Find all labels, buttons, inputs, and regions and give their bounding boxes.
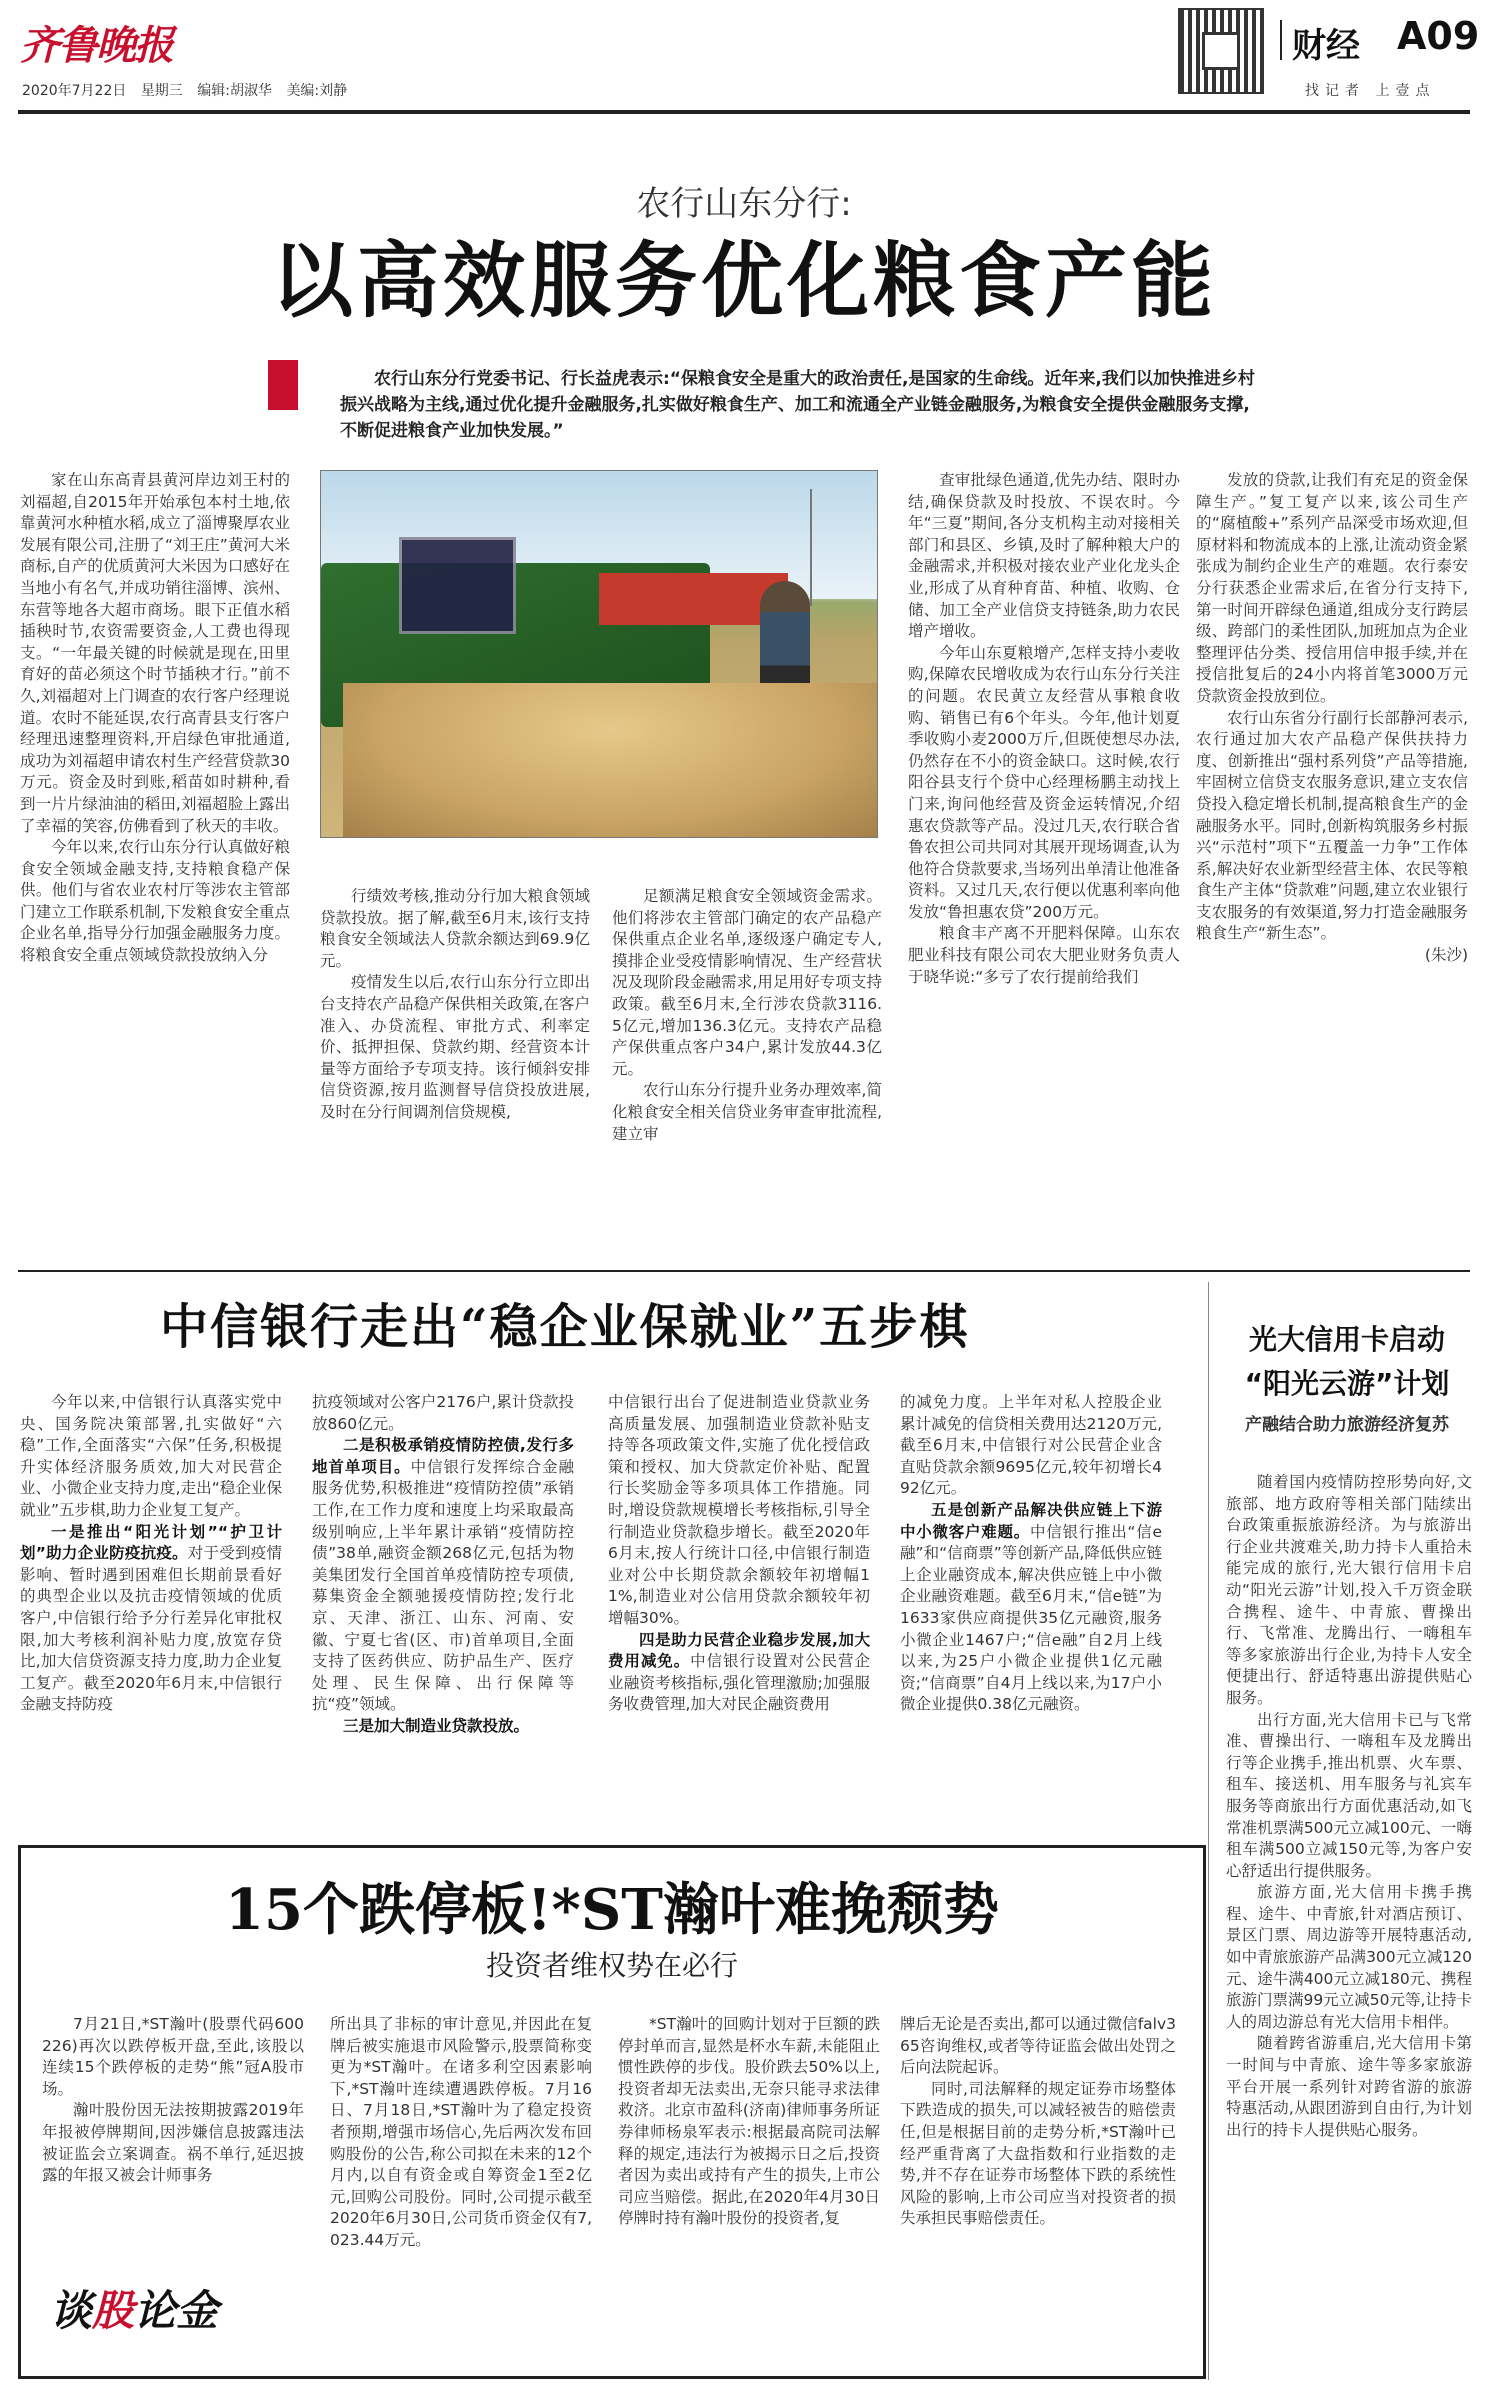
paragraph: 行绩效考核,推动分行加大粮食领域贷款投放。据了解,截至6月末,该行支持粮食安全领域法人贷款余额达到69.9亿元。: [320, 887, 590, 970]
article3-body: [1226, 1472, 1472, 2141]
paragraph: 所出具了非标的审计意见,并因此在复牌后被实施退市风险警示,股票简称变更为*ST瀚叶。在诸多利空因素影响下,*ST瀚叶连续遭遇跌停板。7月16日、7月18日,*ST瀚叶为了稳定投资者预期,增强市场信心,先后两次发布回购股份的公告,称公司拟在未来的12个月内,以自有资金或自筹资金1至2亿元,回购公司股份。同时,公司提示截至2020年6月30日,公司货币资金仅有7,023.44万元。: [330, 2015, 592, 2249]
paragraph: 查审批绿色通道,优先办结、限时办结,确保贷款及时投放、不误农时。今年“三夏”期间,各分支机构主动对接相关部门和县区、乡镇,及时了解种粮大户的金融需求,并积极对接农业产业化龙头企业,形成了从育种育苗、种植、收购、仓储、加工全产业信贷支持链条,助力农民增产增收。: [908, 471, 1180, 641]
photo-grain: [343, 683, 877, 837]
article3-title-line2: “阳光云游”计划: [1244, 1367, 1450, 1400]
article4-title: 15个跌停板!*ST瀚叶难挽颓势: [225, 1877, 999, 1943]
article4-subtitle: 投资者维权势在必行: [485, 1949, 738, 1982]
paragraph: *ST瀚叶的回购计划对于巨额的跌停封单而言,显然是杯水车薪,未能阻止惯性跌停的步伐。股价跌去50%以上,投资者却无法卖出,无奈只能寻求法律救济。北京市盈科(济南)律师事务所证券律师杨泉军表示:根据最高院司法解释的规定,违法行为被揭示日之后,投资者因为卖出或持有产生的损失,上市公司应当赔偿。据此,在2020年4月30日停牌时持有瀚叶股份的投资者,复: [618, 2015, 880, 2228]
qr-code-icon[interactable]: [1178, 8, 1264, 94]
paragraph: 家在山东高青县黄河岸边刘王村的刘福超,自2015年开始承包本村土地,依靠黄河水种植水稻,成立了淄博聚厚农业发展有限公司,注册了“刘王庄”黄河大米商标,自产的优质黄河大米因为口感好在当地小有名气,并成功销往淄博、滨州、东营等地各大超市商场。眼下正值水稻插秧时节,农资需要资金,人工费也得现支。“一年最关键的时候就是现在,田里育好的苗必须这个时节插秧才行。”前不久,刘福超对上门调查的农行客户经理说道。农时不能延误,农行高青县支行客户经理迅速整理资料,开启绿色审批通道,成功为刘福超申请农村生产经营贷款30万元。资金及时到账,稻苗如时耕种,看到一片片绿油油的稻田,刘福超脸上露出了幸福的笑容,仿佛看到了秋天的丰收。: [20, 471, 290, 835]
article1-col1: [20, 470, 290, 967]
paragraph: 足额满足粮食安全领域资金需求。他们将涉农主管部门确定的农产品稳产保供重点企业名单,逐级逐户确定专人,摸排企业受疫情影响情况、生产经营状况及现阶段金融需求,用足用好专项支持政策。截至6月末,全行涉农贷款3116.5亿元,增加136.3亿元。支持农产品稳产保供重点客户34户,累计发放44.3亿元。: [612, 887, 882, 1078]
designer-credit: 美编:刘静: [286, 83, 348, 99]
article2-col3: [608, 1392, 870, 1716]
article4-col1: [42, 2014, 304, 2187]
article2-col2: [312, 1392, 574, 1738]
paragraph-tail: 中信银行设置对公民营企业融资考核指标,强化管理激励;加强服务收费管理,加大对民企融资费用: [608, 1652, 870, 1714]
article1-col2: [320, 886, 590, 1124]
editor-credit: 编辑:胡淑华: [197, 83, 272, 99]
article1-kicker: 农行山东分行:: [636, 184, 852, 224]
article1-title: 以高效服务优化粮食产能: [270, 233, 1217, 329]
article2-col1: [20, 1392, 282, 1716]
article2-col4: [900, 1392, 1162, 1716]
paragraph-tail: 中信银行发挥综合金融服务优势,积极推进“疫情防控债”承销工作,在工作力度和速度上均采取最高级别响应,上半年累计承销“疫情防控债”38单,融资金额268亿元,包括为物美集团发行全国首单疫情防控专项债,募集资金全额驰援疫情防控;发行北京、天津、浙江、山东、河南、安徽、宁夏七省(区、市)首单项目,全面支持了医药供应、防护品生产、医疗处理、民生保障、出行保障等抗“疫”领域。: [312, 1457, 574, 1714]
paragraph: 出行方面,光大信用卡已与飞常准、曹操出行、一嗨租车及龙腾出行等企业携手,推出机票、火车票、租车、接送机、用车服务与礼宾车服务等商旅出行方面优惠活动,如飞常准机票满500元立减100元、一嗨租车满500立减150元等,为客户安心舒适出行提供服务。: [1226, 1710, 1472, 1880]
paragraph: 旅游方面,光大信用卡携手携程、途牛、中青旅,针对酒店预订、景区门票、周边游等开展特惠活动,如中青旅旅游产品满300元立减120元、途牛满400元立减180元、携程旅游门票满99元立减50元等,让持卡人的周边游总有光大信用卡相伴。: [1226, 1883, 1472, 2031]
photo-cab: [399, 537, 516, 635]
article4-col2: [330, 2014, 592, 2252]
column-logo-part: 股: [92, 2286, 135, 2335]
paragraph: 瀚叶股份因无法按期披露2019年年报被停牌期间,因涉嫌信息披露违法被证监会立案调查。祸不单行,延迟披露的年报又被会计师事务: [42, 2101, 304, 2185]
paragraph: 牌后无论是否卖出,都可以通过微信falv365咨询维权,或者等待证监会做出处罚之后向法院起诉。: [900, 2015, 1176, 2077]
paragraph: 今年以来,中信银行认真落实党中央、国务院决策部署,扎实做好“六稳”工作,全面落实“六保”任务,积极提升实体经济服务质效,加大对民营企业、小微企业支持力度,走出“稳企业保就业”五步棋,助力企业复工复产。: [20, 1393, 282, 1519]
paragraph: 农行山东分行提升业务办理效率,简化粮食安全相关信贷业务审查审批流程,建立审: [612, 1081, 882, 1143]
paragraph: 的减免力度。上半年对私人控股企业累计减免的信贷相关费用达2120万元,截至6月末,中信银行对公民营企业含直贴贷款余额9695亿元,较年初增长492亿元。: [900, 1393, 1162, 1498]
photo-pylon: [810, 489, 812, 606]
subhead: 一是推出“阳光计划”“护卫计划”助力企业防疫抗疫。: [20, 1522, 282, 1563]
article1-col5: [1196, 470, 1468, 967]
subhead: 三是加大制造业贷款投放。: [343, 1716, 530, 1735]
article2-title: 中信银行走出“稳企业保就业”五步棋: [160, 1299, 970, 1355]
article1-lead: 农行山东分行党委书记、行长益虎表示:“保粮食安全是重大的政治责任,是国家的生命线。近年来,我们以加快推进乡村振兴战略为主线,通过优化提升金融服务,扎实做好粮食生产、加工和流通全产业链金融服务,为粮食安全提供金融服务支撑,不断促进粮食产业加快发展。”: [340, 369, 1255, 441]
paragraph: 疫情发生以后,农行山东分行立即出台支持农产品稳产保供相关政策,在客户准入、办贷流程、审批方式、利率定价、抵押担保、贷款约期、经营资本计量等方面给予专项支持。该行倾斜安排信贷资源,按月监测督导信贷投放进展,及时在分行间调剂信贷规模,: [320, 973, 590, 1121]
article1-col3: [612, 886, 882, 1145]
page-number: A09: [1397, 14, 1480, 58]
newspaper-logo: 齐鲁晚报: [20, 22, 172, 69]
column-logo-part: 谈: [50, 2286, 93, 2335]
subhead: 五是创新产品解决供应链上下游中小微客户难题。: [900, 1500, 1162, 1541]
article1-col4: [908, 470, 1180, 988]
paragraph: 中信银行出台了促进制造业贷款业务高质量发展、加强制造业贷款补贴支持等各项政策文件,实施了优化授信政策和授权、加大贷款定价补贴、配置行长奖励金等多项具体工作措施。同时,增设贷款规模增长考核指标,引导全行制造业贷款稳步增长。截至2020年6月末,按人行统计口径,中信银行制造业对公中长期贷款余额较年初增幅11%,制造业对公信用贷款余额较年初增幅30%。: [608, 1393, 870, 1627]
lead-marker-icon: [268, 360, 298, 410]
subhead: 二是积极承销疫情防控债,发行多地首单项目。: [312, 1436, 574, 1476]
right-column-divider: [1208, 1282, 1209, 2380]
paragraph: 7月21日,*ST瀚叶(股票代码600226)再次以跌停板开盘,至此,该股以连续15个跌停板的走势“熊”冠A股市场。: [42, 2015, 304, 2098]
paragraph: 随着国内疫情防控形势向好,文旅部、地方政府等相关部门陆续出台政策重振旅游经济。为与旅游出行企业共渡难关,助力持卡人重拾未能完成的旅行,光大银行信用卡启动“阳光云游”计划,投入千万资金联合携程、途牛、中青旅、曹操出行、飞常准、龙腾出行、一嗨租车等多家旅游出行企业,为持卡人安全便捷出行、舒适特惠出游提供贴心服务。: [1226, 1473, 1472, 1707]
paragraph: 抗疫领域对公客户2176户,累计贷款投放860亿元。: [312, 1393, 574, 1433]
column-logo-part: 论金: [134, 2286, 219, 2335]
article3-subtitle: 产融结合助力旅游经济复苏: [1245, 1415, 1449, 1435]
subhead: 四是助力民营企业稳步发展,加大费用减免。: [608, 1630, 870, 1671]
paragraph: 粮食丰产离不开肥料保障。山东农肥业科技有限公司农大肥业财务负责人于晓华说:“多亏了农行提前给我们: [908, 924, 1180, 986]
paragraph: 同时,司法解释的规定证券市场整体下跌造成的损失,可以减轻被告的赔偿责任,但是根据目前的走势分析,*ST瀚叶已经严重背离了大盘指数和行业指数的走势,并不存在证券市场整体下跌的系统性风险的影响,上市公司应当对投资者的损失承担民事赔偿责任。: [900, 2079, 1176, 2228]
paragraph: 今年以来,农行山东分行认真做好粮食安全领域金融支持,支持粮食稳产保供。他们与省农业农村厅等涉农主管部门建立工作联系机制,下发粮食安全重点企业名单,指导分行加强金融服务力度。将粮食安全重点领域贷款投放纳入分: [20, 838, 290, 965]
paragraph: 随着跨省游重启,光大信用卡第一时间与中青旅、途牛等多家旅游平台开展一系列针对跨省游的旅游特惠活动,从跟团游到自由行,为计划出行的持卡人提供贴心服务。: [1226, 2034, 1472, 2139]
reporter-line: 找记者 上壹点: [1305, 83, 1436, 99]
article1-bottom-rule: [18, 1270, 1470, 1272]
issue-weekday: 星期三: [140, 83, 183, 99]
article1-author: (朱沙): [1424, 946, 1468, 965]
issue-date: 2020年7月22日: [22, 83, 127, 99]
section-divider: [1280, 20, 1282, 60]
article3-title-line1: 光大信用卡启动: [1248, 1323, 1445, 1356]
header-rule: [18, 110, 1470, 114]
harvest-photo: [320, 470, 878, 838]
paragraph-tail: 中信银行推出“信e融”和“信商票”等创新产品,降低供应链上企业融资成本,解决供应链上中小微企业融资难题。截至6月末,“信e链”为1633家供应商提供35亿元融资,服务小微企业1467户;“信e融”自2月上线以来,为25户小微企业提供1亿元融资;“信商票”自4月上线以来,为17户小微企业提供0.38亿元融资。: [900, 1522, 1162, 1714]
paragraph: 发放的贷款,让我们有充足的资金保障生产。”复工复产以来,该公司生产的“腐植酸+”系列产品深受市场欢迎,但原材料和物流成本的上涨,让流动资金紧张成为制约企业生产的难题。农行泰安分行获悉企业需求后,在省分行支持下,第一时间开辟绿色通道,组成分支行跨层级、跨部门的柔性团队,加班加点为企业整理评估分类、授信用信申报手续,并在授信批复后的24小内将首笔3000万元贷款资金投放到位。: [1196, 471, 1468, 705]
article4-col3: [618, 2014, 880, 2230]
article4-col4: [900, 2014, 1176, 2230]
paragraph: 农行山东省分行副行长部静河表示,农行通过加大农产品稳产保供扶持力度、创新推出“强村系列贷”产品等措施,牢固树立信贷支农服务意识,建立支农信贷投入稳定增长机制,提高粮食生产的金融服务水平。同时,创新构筑服务乡村振兴“示范村”项下“五覆盖一力争”工作体系,解决好农业新型经营主体、农民等粮食生产主体“贷款难”问题,建立农业银行支农服务的有效渠道,努力打造金融服务粮食生产“新生态”。: [1196, 708, 1468, 943]
column-logo-tangulunjin: [50, 2278, 218, 2338]
section-name: 财经: [1292, 26, 1360, 66]
paragraph-tail: 对于受到疫情影响、暂时遇到困难但长期前景看好的典型企业以及抗击疫情领域的优质客户,中信银行给予分行差异化审批权限,加大考核利润补贴力度,放宽存贷比,加大信贷资源支持力度,助力企业复工复产。截至2020年6月末,中信银行金融支持防疫: [20, 1544, 282, 1714]
paragraph: 今年山东夏粮增产,怎样支持小麦收购,保障农民增收成为农行山东分行关注的问题。农民黄立友经营从事粮食收购、销售已有6个年头。今年,他计划夏季收购小麦2000万斤,但既使想尽办法,仍然存在不小的资金缺口。这时候,农行阳谷县支行个贷中心经理杨鹏主动找上门来,询问他经营及资金运转情况,介绍惠农贷款等产品。没过几天,农行联合省鲁农担公司共同对其展开现场调查,认为他符合贷款要求,当场列出单清让他准备资料。又过几天,农行便以优惠利率向他发放“鲁担惠农贷”200万元。: [908, 643, 1180, 921]
header-meta: [22, 80, 357, 100]
